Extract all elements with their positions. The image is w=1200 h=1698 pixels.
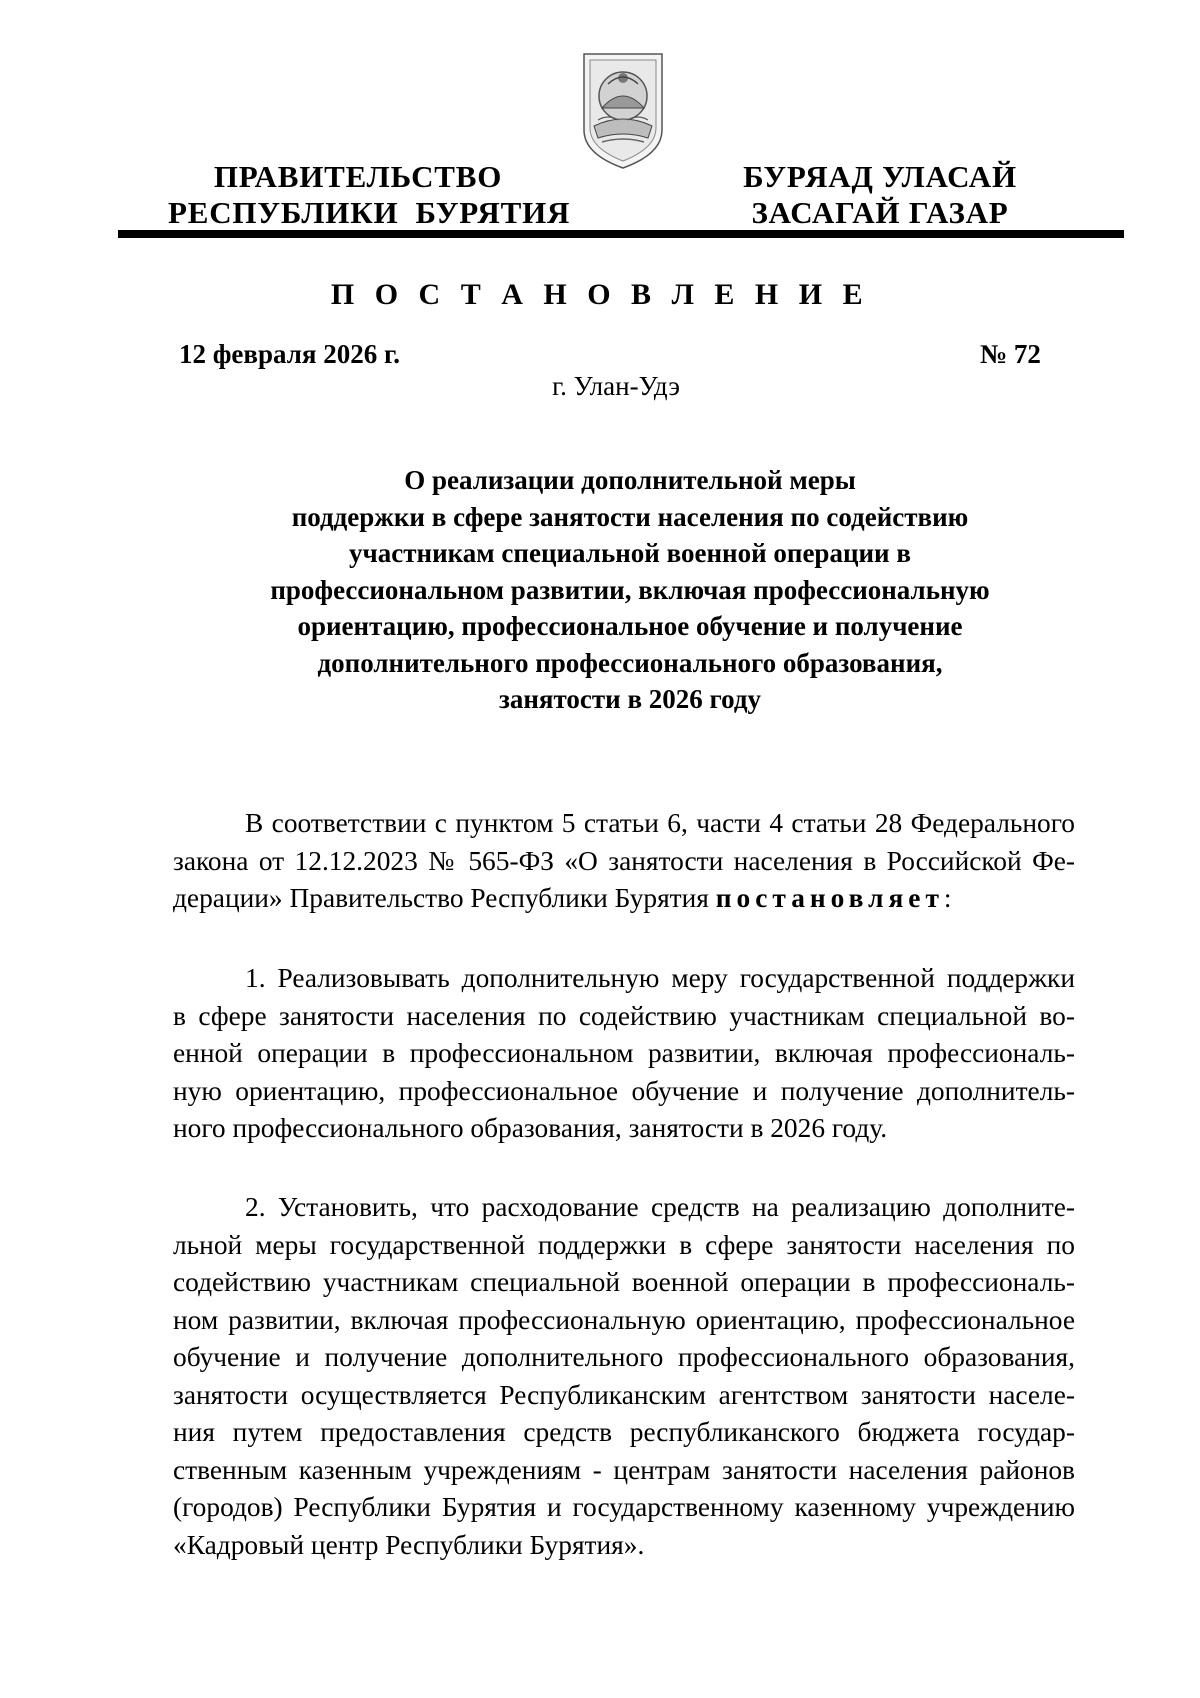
preamble-line: В соответствии с пунктом 5 статьи 6, части 4 статьи 28 Федерального [245, 808, 1075, 838]
title-line: дополнительного профессионального образования, [317, 647, 943, 678]
resolves-verb: постановляет [715, 883, 944, 913]
document-number: № 72 [980, 339, 1041, 369]
header-right-line: ЗАСАГАЙ ГАЗАР [751, 195, 1009, 230]
header-left-line: ПРАВИТЕЛЬСТВО [213, 159, 503, 194]
item-2-line: 2. Установить, что расходование средств на реализацию дополните- [245, 1192, 1075, 1222]
item-1-line: ную ориентацию, профессиональное обучение и получение дополнитель- [173, 1075, 1075, 1106]
document-city: г. Улан-Удэ [552, 371, 680, 401]
item-2-line: ственным казенным учреждениям - центрам занятости населения районов [173, 1454, 1075, 1485]
title-line: профессиональном развитии, включая профессиональную [270, 574, 990, 605]
item-2-paragraph [173, 1189, 1075, 1564]
government-name-russian [168, 159, 571, 231]
preamble-line: закона от 12.12.2023 № 565-ФЗ «О занятости населения в Российской Фе- [173, 845, 1075, 876]
header-divider [118, 230, 1124, 238]
item-2-line: ния путем предоставления средств республиканского бюджета государ- [173, 1417, 1075, 1447]
title-line: поддержки в сфере занятости населения по содействию [291, 501, 969, 532]
item-2-line: занятости осуществляется Республиканским агентством занятости населе- [173, 1379, 1075, 1410]
title-line: участникам специальной военной операции в [349, 538, 911, 568]
item-2-line: (городов) Республики Бурятия и государственному казенному учреждению [173, 1492, 1075, 1522]
title-line: ориентацию, профессиональное обучение и получение [297, 611, 963, 641]
item-2-line: «Кадровый центр Республики Бурятия». [173, 1529, 645, 1560]
item-2-line: содействию участникам специальной военной операции в профессиональ- [173, 1267, 1075, 1297]
item-1-line: енной операции в профессиональном развитии, включая профессиональ- [173, 1038, 1075, 1068]
item-1-line: в сфере занятости населения по содействию участникам специальной во- [173, 1000, 1075, 1031]
item-2-line: ном развитии, включая профессиональную ориентацию, профессиональное [173, 1304, 1075, 1335]
preamble-last-line-end: : [943, 883, 952, 913]
document-title [200, 462, 1060, 718]
coat-of-arms-emblem-icon [578, 50, 668, 172]
item-1-line: ного профессионального образования, занятости в 2026 году. [173, 1113, 888, 1143]
preamble-last-line-start: дерации» Правительство Республики Бурятия [173, 883, 716, 913]
preamble-line [173, 880, 1075, 918]
title-line: О реализации дополнительной меры [404, 465, 856, 495]
header-right-line: БУРЯАД УЛАСАЙ [743, 159, 1017, 194]
document-date: 12 февраля 2026 г. [179, 339, 400, 369]
government-name-buryat [735, 159, 1025, 231]
item-1-line: 1. Реализовывать дополнительную меру государственной поддержки [245, 963, 1075, 993]
item-2-line: льной меры государственной поддержки в сфере занятости населения по [173, 1229, 1075, 1260]
item-2-line: обучение и получение дополнительного профессионального образования, [173, 1342, 1075, 1372]
document-type: П О С Т А Н О В Л Е Н И Е [330, 278, 870, 311]
header-left-line: РЕСПУБЛИКИ БУРЯТИЯ [168, 195, 571, 230]
title-line: занятости в 2026 году [498, 684, 762, 714]
preamble-paragraph [173, 805, 1075, 918]
item-1-paragraph [173, 960, 1075, 1148]
